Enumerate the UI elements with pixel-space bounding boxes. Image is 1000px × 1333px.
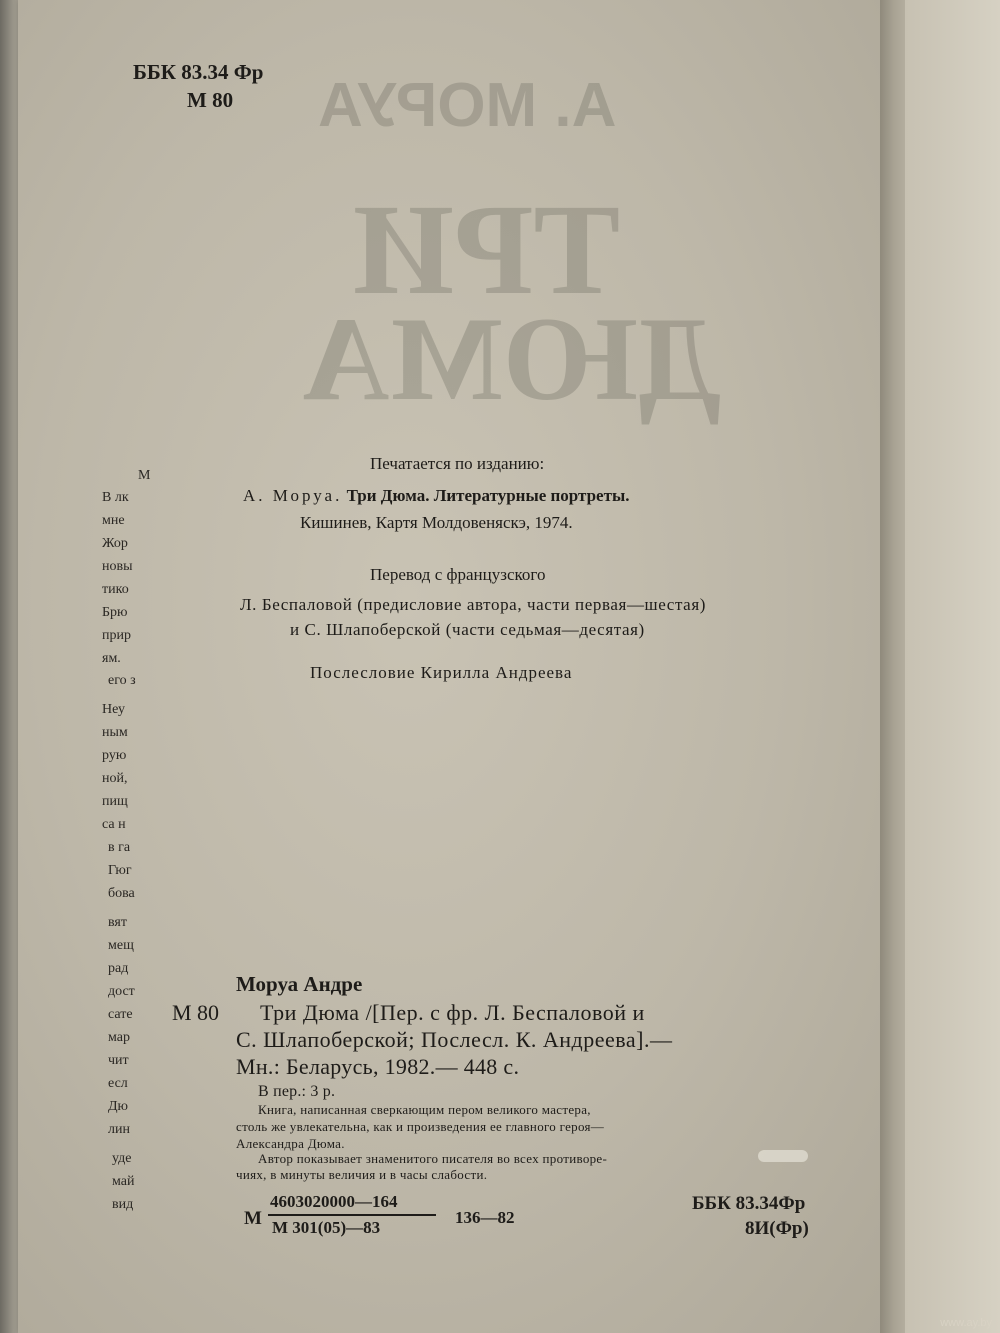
facing-page-fragment: М (138, 468, 151, 483)
facing-page-fragment: Гюг (108, 863, 132, 878)
index-denominator: М 301(05)—83 (272, 1218, 381, 1237)
card-annotation-4: Автор показывает знаменитого писателя во всех противоре- (258, 1151, 608, 1166)
index-fraction-bar (268, 1214, 436, 1216)
bleed-through-title-1: ТРИ (353, 178, 621, 322)
facing-page-fragment: сате (108, 1007, 133, 1022)
facing-page-fragment: мар (108, 1030, 130, 1045)
source-author: А. Моруа. (243, 486, 343, 505)
source-edition-line (243, 486, 629, 506)
card-annotation-5: чиях, в минуты величия и в часы слабости. (236, 1167, 488, 1182)
index-numerator: 4603020000—164 (270, 1192, 398, 1211)
facing-page-fragment: Брю (102, 605, 128, 620)
card-line-3: Мн.: Беларусь, 1982.— 448 с. (236, 1054, 520, 1079)
paper-stain (758, 1150, 808, 1162)
card-annotation-1: Книга, написанная сверкающим пером великого мастера, (258, 1102, 591, 1117)
card-price: В пер.: 3 р. (258, 1083, 336, 1100)
facing-page-fragment: новы (102, 559, 133, 574)
translators-line-1 (240, 595, 706, 615)
translation-heading: Перевод с французского (370, 565, 546, 584)
card-author: Моруа Андре (236, 972, 363, 996)
source-publisher: Кишинев, Картя Молдовеняскэ, 1974. (300, 513, 573, 532)
facing-page-fragment: бова (108, 886, 135, 901)
card-annotation-2: столь же увлекательна, как и произведения ее главного героя— (236, 1119, 605, 1134)
afterword-credit: Послесловие Кирилла Андреева (310, 663, 573, 682)
facing-page-fragment: прир (102, 628, 131, 643)
translators-text-2: и С. Шлапоберской (части седьмая—десятая) (290, 620, 645, 639)
facing-page-fragment: ям. (102, 651, 121, 666)
facing-page-fragment: В лк (102, 490, 129, 505)
facing-page-fragment: ной, (102, 771, 128, 786)
facing-page-fragment: вид (112, 1197, 134, 1212)
bleed-through-author: А. МОРУА (318, 71, 617, 140)
bbk-code-top: ББК 83.34 Фр (133, 60, 264, 84)
facing-page-fragment: дост (108, 984, 135, 999)
watermark: www.ay.by (940, 1317, 992, 1329)
facing-page-fragment: май (112, 1174, 135, 1189)
card-line-1: Три Дюма /[Пер. с фр. Л. Беспаловой и (260, 1000, 645, 1025)
facing-page-fragment: ным (102, 725, 128, 740)
translators-line-2 (290, 620, 645, 640)
facing-page-fragment: Неу (102, 702, 125, 717)
facing-page-fragment: рую (102, 748, 127, 763)
source-title: Три Дюма. Литературные портреты. (346, 486, 630, 505)
facing-page-fragment: пищ (102, 794, 128, 809)
bbk-code-bottom: ББК 83.34Фр (692, 1193, 806, 1214)
facing-page-fragment: есл (108, 1076, 128, 1091)
facing-page-fragment: тико (102, 582, 129, 597)
facing-page-fragment: уде (112, 1151, 132, 1166)
facing-page-fragment: Дю (108, 1099, 129, 1114)
facing-page-fragment: чит (108, 1053, 129, 1068)
author-code-top: М 80 (187, 88, 234, 112)
card-code: М 80 (172, 1000, 220, 1025)
index-letter: М (244, 1208, 262, 1229)
printed-from-label: Печатается по изданию: (370, 454, 545, 473)
facing-page-fragment: са н (102, 817, 126, 832)
facing-page-fragment: его з (108, 673, 136, 688)
facing-page-fragment: в га (108, 840, 131, 855)
card-line-2: С. Шлапоберской; Послесл. К. Андреева].— (236, 1027, 673, 1052)
udc-code-bottom: 8И(Фр) (745, 1218, 809, 1239)
index-suffix: 136—82 (455, 1208, 515, 1227)
facing-page-fragment: Жор (102, 536, 128, 551)
facing-page-fragment: мещ (108, 938, 134, 953)
card-annotation-3: Александра Дюма. (236, 1136, 345, 1151)
bleed-through-title-2: ДЮМА (303, 292, 721, 425)
facing-page-fragment: мне (102, 513, 125, 528)
facing-page-fragment: лин (108, 1122, 130, 1137)
facing-page-fragment: рад (108, 961, 129, 976)
facing-page-fragment: вят (108, 915, 127, 930)
translators-text-1: Л. Беспаловой (предисловие автора, части первая—шестая) (240, 595, 707, 614)
